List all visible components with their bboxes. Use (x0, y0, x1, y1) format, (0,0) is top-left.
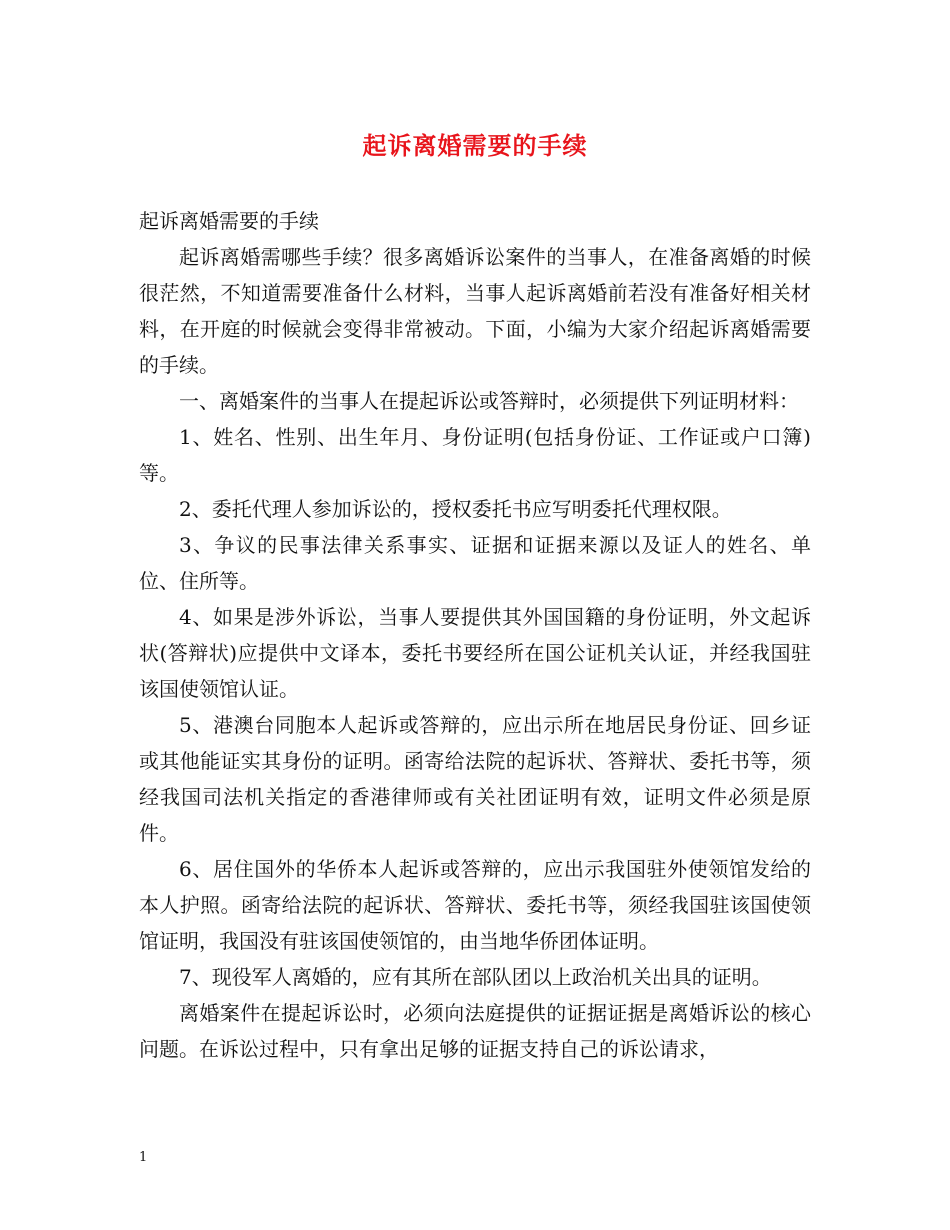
paragraph-evidence: 离婚案件在提起诉讼时，必须向法庭提供的证据证据是离婚诉讼的核心问题。在诉讼过程中，只有拿出足够的证据支持自己的诉讼请求， (139, 1001, 811, 1061)
paragraph-intro: 起诉离婚需哪些手续？很多离婚诉讼案件的当事人，在准备离婚的时候很茫然，不知道需要准备什么材料，当事人起诉离婚前若没有准备好相关材料，在开庭的时候就会变得非常被动。下面，小编为大家介绍起诉离婚需要的手续。 (139, 245, 811, 377)
paragraph-section-one: 一、离婚案件的当事人在提起诉讼或答辩时，必须提供下列证明材料： (179, 389, 799, 413)
document-body (139, 203, 811, 1067)
paragraph-item-5: 5、港澳台同胞本人起诉或答辩的，应出示所在地居民身份证、回乡证或其他能证实其身份的证明。函寄给法院的起诉状、答辩状、委托书等，须经我国司法机关指定的香港律师或有关社团证明有效，证明文件必须是原件。 (139, 713, 811, 845)
paragraph-item-7: 7、现役军人离婚的，应有其所在部队团以上政治机关出具的证明。 (179, 965, 772, 989)
document-title: 起诉离婚需要的手续 (362, 131, 588, 160)
paragraph-item-6: 6、居住国外的华侨本人起诉或答辩的，应出示我国驻外使领馆发给的本人护照。函寄给法院的起诉状、答辩状、委托书等，须经我国驻该国使领馆证明，我国没有驻该国使领馆的，由当地华侨团体证明。 (139, 857, 811, 953)
paragraph-item-3: 3、争议的民事法律关系事实、证据和证据来源以及证人的姓名、单位、住所等。 (139, 533, 811, 593)
paragraph-item-4: 4、如果是涉外诉讼，当事人要提供其外国国籍的身份证明，外文起诉状(答辩状)应提供中文译本，委托书要经所在国公证机关认证，并经我国驻该国使领馆认证。 (139, 605, 811, 701)
paragraph-item-1: 1、姓名、性别、出生年月、身份证明(包括身份证、工作证或户口簿)等。 (139, 425, 811, 485)
page-number: 1 (139, 1150, 148, 1165)
paragraph-subtitle: 起诉离婚需要的手续 (139, 209, 319, 233)
paragraph-item-2: 2、委托代理人参加诉讼的，授权委托书应写明委托代理权限。 (179, 497, 732, 521)
